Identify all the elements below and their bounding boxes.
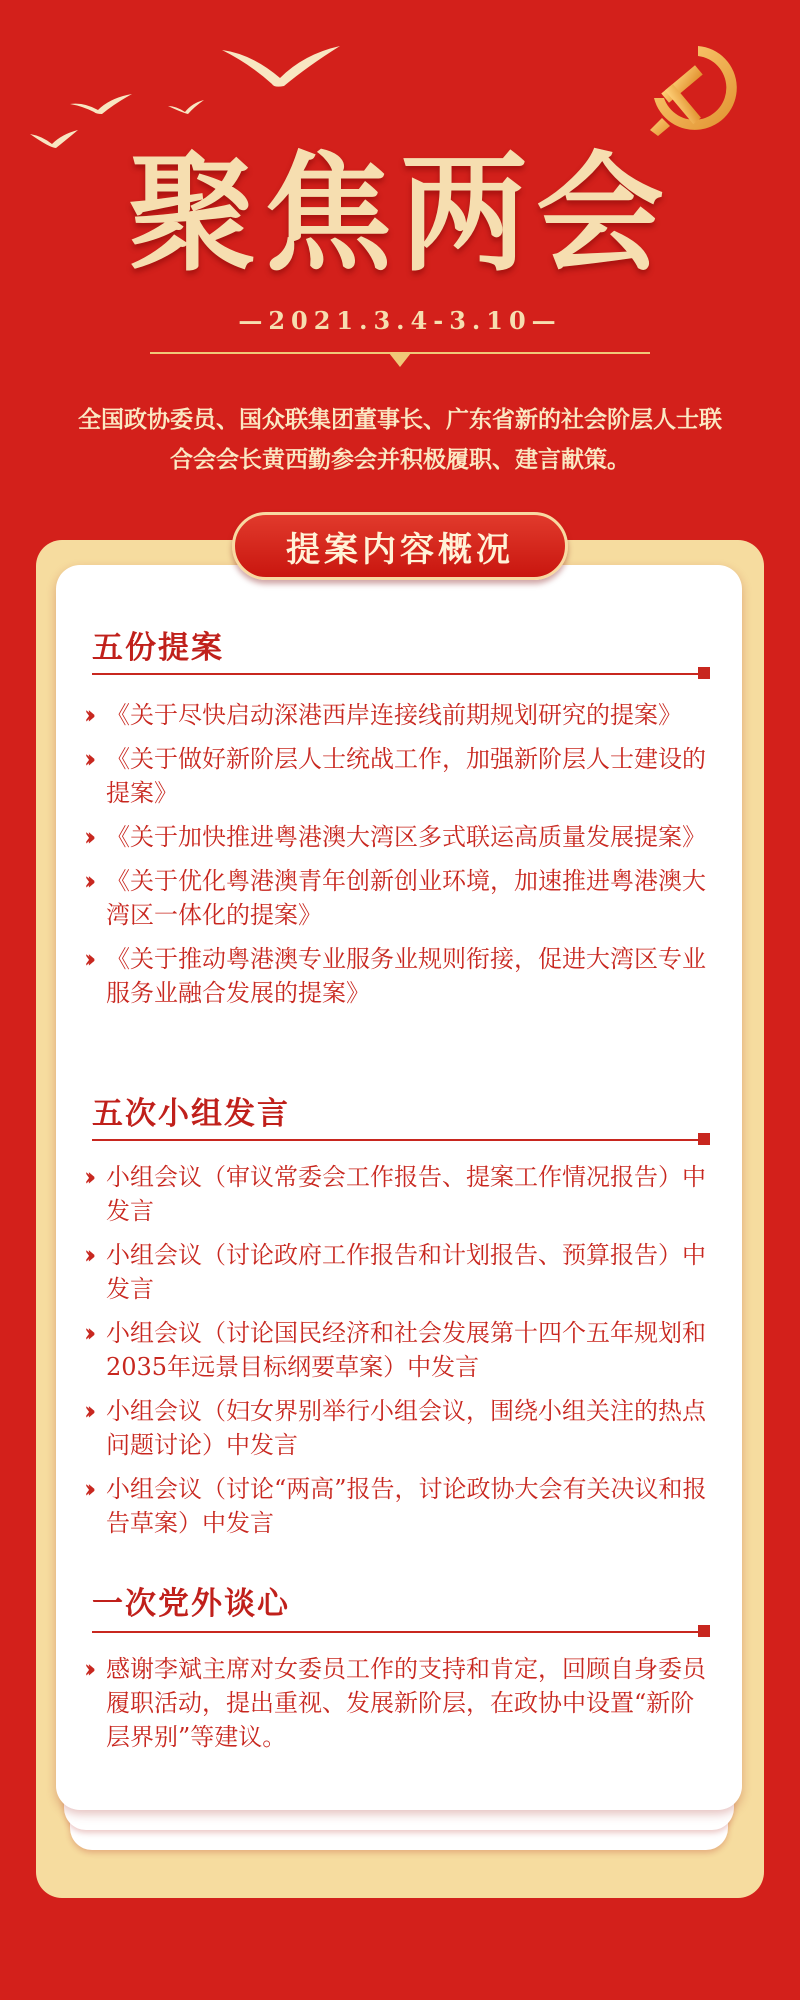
list-item: ›› 感谢李斌主席对女委员工作的支持和肯定，回顾自身委员履职活动，提出重视、发展新阶层，在政协中设置“新阶层界别”等建议。 (84, 1654, 706, 1751)
proposal-list (86, 698, 716, 1020)
flying-gull-icon (70, 92, 132, 114)
double-chevron-icon: ›› (84, 1318, 90, 1347)
double-chevron-icon: ›› (84, 822, 90, 851)
section-heading: 一次党外谈心 (92, 1586, 290, 1622)
section-heading: 五份提案 (92, 630, 224, 666)
list-item: ›› 小组会议（讨论“两高”报告，讨论政协大会有关决议和报告草案）中发言 (84, 1474, 707, 1537)
section-divider (92, 673, 702, 675)
section-divider-end (698, 1133, 710, 1145)
intro-text: 全国政协委员、国众联集团董事长、广东省新的社会阶层人士联合会会长黄西勤参会并积极履职、建言献策。 (78, 406, 722, 473)
hammer-sickle-emblem-icon (640, 38, 740, 138)
event-dates: —2021.3.4-3.10— (238, 306, 562, 335)
double-chevron-icon: ›› (84, 1162, 90, 1191)
section-heading: 五次小组发言 (92, 1096, 290, 1132)
divider-pointer-icon (389, 353, 411, 367)
section-divider (92, 1139, 702, 1141)
double-chevron-icon: ›› (84, 866, 90, 895)
talk-list (86, 1652, 716, 1764)
flying-gull-icon (30, 130, 78, 148)
panel-title-badge (232, 512, 568, 580)
flying-gull-icon (168, 100, 204, 114)
flying-gull-icon (222, 44, 342, 90)
section-divider-end (698, 667, 710, 679)
list-item: ›› 小组会议（讨论政府工作报告和计划报告、预算报告）中发言 (84, 1240, 706, 1303)
double-chevron-icon: ›› (84, 1396, 90, 1425)
panel-title: 提案内容概况 (286, 529, 514, 570)
list-item: ›› 《关于做好新阶层人士统战工作，加强新阶层人士建设的提案》 (84, 744, 706, 807)
list-item: ›› 小组会议（讨论国民经济和社会发展第十四个五年规划和2035年远景目标纲要草案）中发言 (84, 1318, 706, 1381)
double-chevron-icon: ›› (84, 1240, 90, 1269)
list-item: ›› 小组会议（妇女界别举行小组会议，围绕小组关注的热点问题讨论）中发言 (84, 1396, 706, 1459)
section-divider-end (698, 1625, 710, 1637)
speech-list (86, 1160, 716, 1550)
section-divider (92, 1631, 702, 1633)
page-title: 聚焦两会 (127, 139, 672, 289)
list-item: ›› 《关于优化粤港澳青年创新创业环境，加速推进粤港澳大湾区一体化的提案》 (84, 866, 706, 929)
double-chevron-icon: ›› (84, 744, 90, 773)
list-item: ›› 小组会议（审议常委会工作报告、提案工作情况报告）中发言 (84, 1162, 706, 1225)
double-chevron-icon: ›› (84, 1654, 90, 1683)
double-chevron-icon: ›› (84, 944, 90, 973)
list-item: ›› 《关于尽快启动深港西岸连接线前期规划研究的提案》 (86, 698, 716, 732)
list-item: ›› 《关于加快推进粤港澳大湾区多式联运高质量发展提案》 (86, 820, 716, 854)
double-chevron-icon: ›› (84, 1474, 90, 1503)
list-item: ›› 《关于推动粤港澳专业服务业规则衔接，促进大湾区专业服务业融合发展的提案》 (84, 944, 706, 1007)
double-chevron-icon: ›› (84, 700, 90, 729)
